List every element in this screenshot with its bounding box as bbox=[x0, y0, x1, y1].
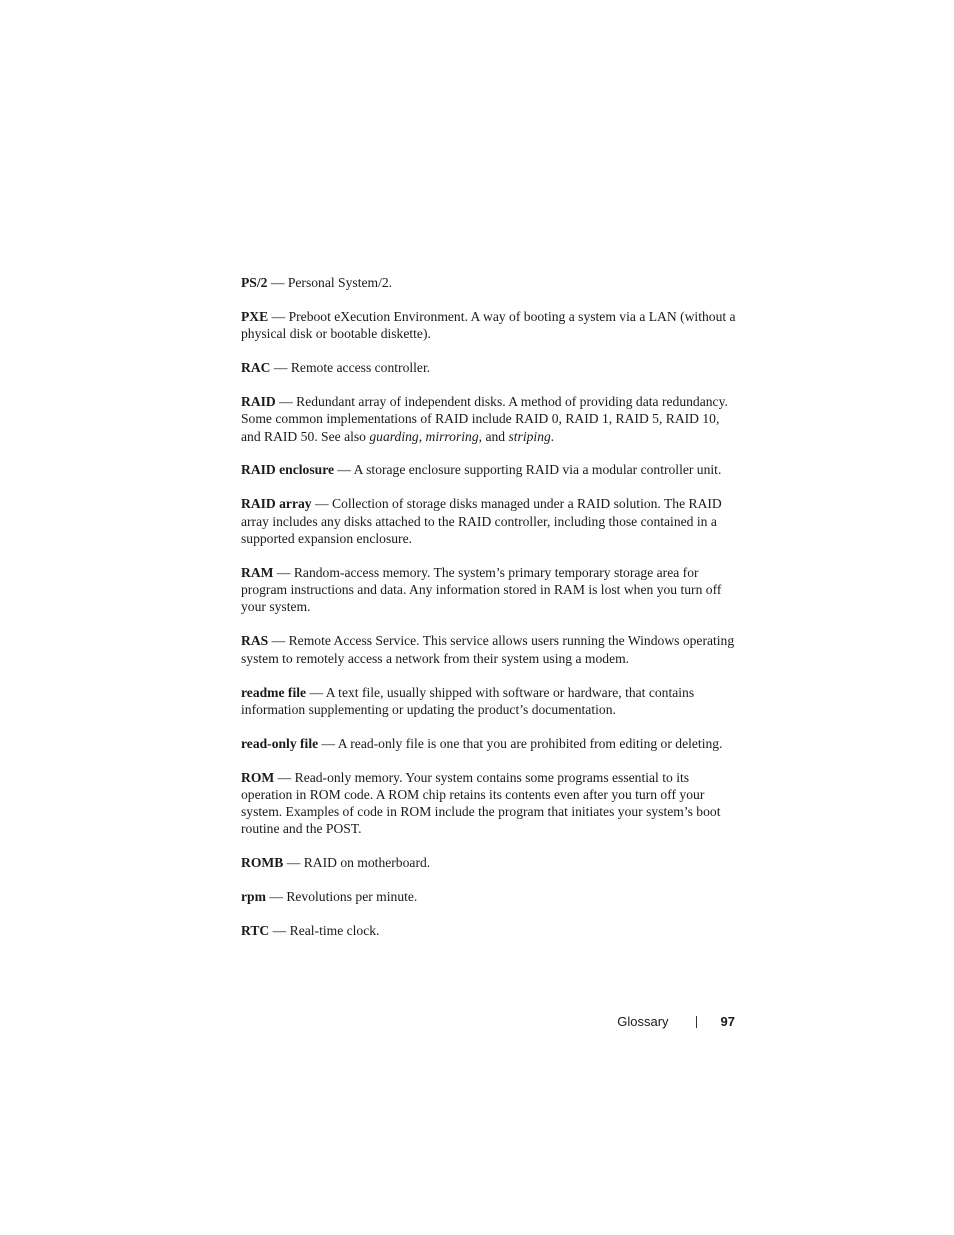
glossary-term: RAID bbox=[241, 393, 276, 409]
separator: , and bbox=[478, 428, 509, 444]
see-also-mirroring: mirroring bbox=[425, 428, 479, 444]
glossary-definition: — Read-only memory. Your system contains some programs essential to its operation in ROM code. A ROM chip retains its contents even after you turn off your system. Examples of code in ROM include the program that initiates your system’s boot routine and the POST. bbox=[241, 769, 721, 837]
glossary-term: rpm bbox=[241, 889, 266, 905]
glossary-definition: — Remote access controller. bbox=[270, 360, 431, 376]
glossary-definition: — Personal System/2. bbox=[267, 275, 393, 290]
glossary-entry-rom bbox=[241, 769, 736, 838]
glossary-term: readme file bbox=[241, 684, 307, 700]
glossary-entry-read-only-file bbox=[241, 735, 736, 752]
page-footer bbox=[0, 1014, 735, 1029]
glossary-term: PXE bbox=[241, 308, 269, 324]
glossary-term: ROMB bbox=[241, 855, 284, 871]
glossary-definition: — Revolutions per minute. bbox=[265, 889, 418, 905]
glossary-definition: — Remote Access Service. This service allows users running the Windows operating system to remotely access a network from their system using a modem. bbox=[241, 633, 735, 666]
footer-section-title: Glossary bbox=[617, 1014, 669, 1029]
glossary-entry-romb bbox=[241, 854, 736, 871]
glossary-entry-raid-enclosure bbox=[241, 461, 736, 478]
sentence-end: . bbox=[550, 428, 555, 444]
glossary-term: RAS bbox=[241, 633, 269, 649]
glossary-term: RAC bbox=[241, 360, 271, 376]
glossary-term: RAM bbox=[241, 564, 274, 580]
glossary-term: read-only file bbox=[241, 735, 319, 751]
glossary-definition: — A text file, usually shipped with software or hardware, that contains information supplementing or updating the product’s documentation. bbox=[241, 684, 695, 717]
see-also-guarding: guarding bbox=[369, 428, 419, 444]
glossary-definition: — RAID on motherboard. bbox=[283, 855, 431, 871]
glossary-entry-readme-file bbox=[241, 684, 736, 719]
glossary-term: PS/2 bbox=[241, 275, 268, 290]
glossary-entry-ram bbox=[241, 564, 736, 616]
glossary-entry-raid bbox=[241, 393, 736, 445]
glossary-body bbox=[241, 274, 736, 956]
glossary-entry-rtc bbox=[241, 922, 736, 939]
glossary-definition: — Redundant array of independent disks. A method of providing data redundancy. Some common implementations of RAID include RAID 0, RAID 1, RAID 5, RAID 10, and RAID 50. See also bbox=[241, 393, 728, 444]
glossary-entry-ras bbox=[241, 632, 736, 667]
separator: , bbox=[418, 428, 426, 444]
see-also-striping: striping bbox=[508, 428, 551, 444]
glossary-entry-ps2 bbox=[241, 274, 736, 291]
glossary-definition: — Random-access memory. The system’s primary temporary storage area for program instructions and data. Any information stored in RAM is lost when you turn off your system. bbox=[241, 564, 722, 615]
footer-divider bbox=[696, 1016, 697, 1028]
glossary-term: RAID enclosure bbox=[241, 462, 335, 478]
glossary-definition: — A storage enclosure supporting RAID via a modular controller unit. bbox=[334, 462, 722, 478]
glossary-entry-rpm bbox=[241, 888, 736, 905]
page-number: 97 bbox=[720, 1014, 735, 1029]
glossary-definition: — A read-only file is one that you are prohibited from editing or deleting. bbox=[318, 735, 723, 751]
glossary-definition: — Real-time clock. bbox=[269, 923, 380, 939]
glossary-term: RTC bbox=[241, 923, 270, 939]
glossary-term: RAID array bbox=[241, 496, 312, 512]
glossary-definition: — Preboot eXecution Environment. A way of booting a system via a LAN (without a physical disk or bootable diskette). bbox=[241, 308, 736, 342]
glossary-definition: — Collection of storage disks managed under a RAID solution. The RAID array includes any disks attached to the RAID controller, including those contained in a supported expansion enclosure. bbox=[241, 496, 722, 546]
glossary-entry-rac bbox=[241, 359, 736, 376]
glossary-entry-pxe bbox=[241, 308, 736, 343]
glossary-entry-raid-array bbox=[241, 495, 736, 547]
glossary-term: ROM bbox=[241, 769, 275, 785]
